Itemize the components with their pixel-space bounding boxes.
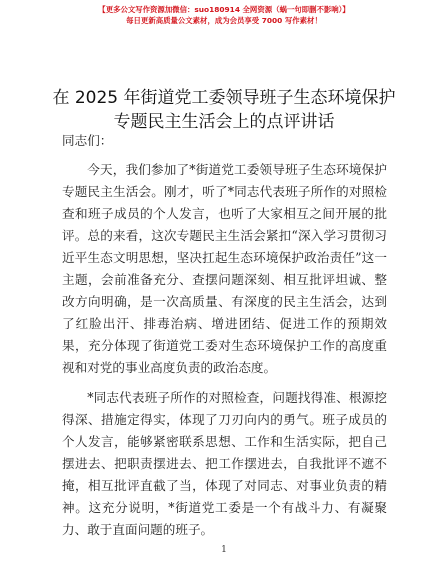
header-banner: [0, 5, 448, 26]
paragraph-1: 今天，我们参加了*街道党工委领导班子生态环境保护专题民主生活会。刚才，听了*同志代表班子所作的对照检查和班子成员的个人发言，也听了大家相互之间开展的批评。总的来看，这次专题民主生活会紧扣“深入学习贯彻习近平生态文明思想，坚决扛起生态环境保护政治责任”这一主题，会前准备充分、查摆问题深刻、相互批评坦诚、整改方向明确，是一次高质量、有深度的民主生活会，达到了红脸出汗、排毒治病、增进团结、促进工作的预期效果，充分体现了街道党工委对生态环境保护工作的高度重视和对党的事业高度负责的政治态度。: [62, 162, 387, 375]
banner-line-promo: 每日更新高质量公文素材，成为会员享受 7000 写作素材！: [126, 16, 322, 25]
page-number: 1: [221, 545, 227, 555]
document-body: [62, 130, 387, 541]
paragraph-2: *同志代表班子所作的对照检查，问题找得准、根源挖得深、措施定得实，体现了刀刃向内的勇气。班子成员的个人发言，能够紧密联系思想、工作和生活实际，把自己摆进去、把职责摆进去、把工作摆进去，自我批评不遮不掩，相互批评直截了当，体现了对同志、对事业负责的精神。这充分说明，*街道党工委是一个有战斗力、有凝聚力、敢于直面问题的班子。: [62, 390, 387, 537]
document-title: 在 2025 年街道党工委领导班子生态环境保护专题民主生活会上的点评讲话: [52, 88, 396, 132]
banner-line-contact: 【更多公文写作资源加微信：suo180914 全网资源（蜗一句即删不影响）】: [98, 5, 350, 14]
salutation: 同志们：: [62, 133, 113, 148]
